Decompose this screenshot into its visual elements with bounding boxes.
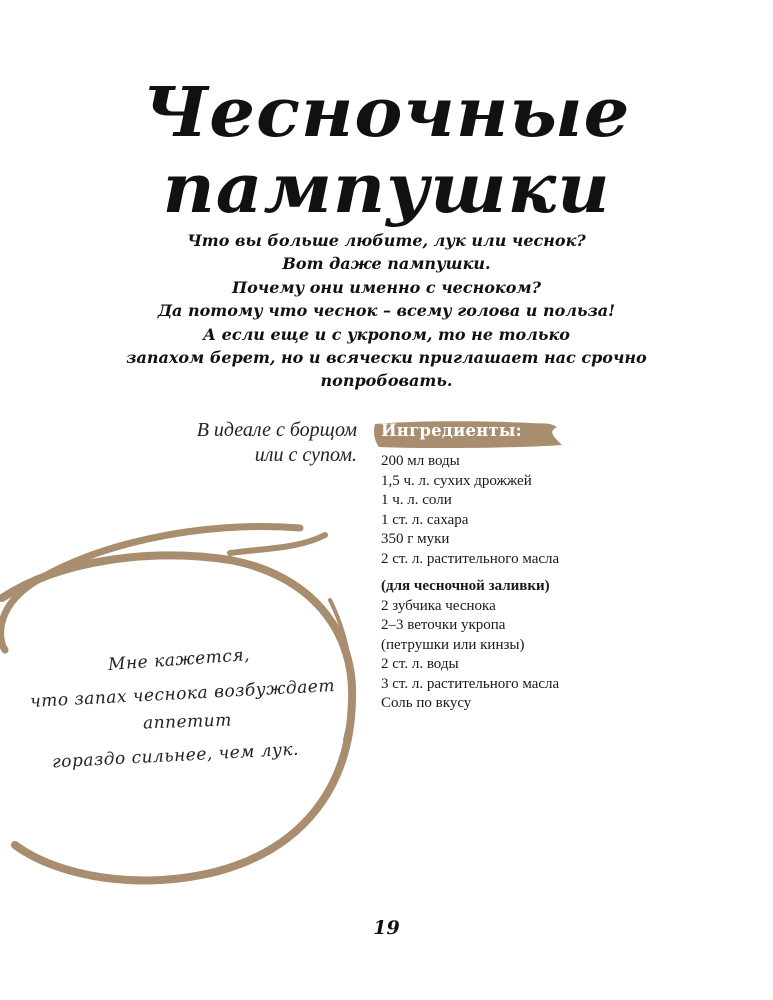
- intro-line: Почему они именно с чесноком?: [232, 277, 541, 297]
- intro-line: Да потому что чеснок – всему голова и польза!: [157, 301, 616, 321]
- ingredient-item: 2–3 веточки укропа: [381, 617, 506, 633]
- ingredient-item: 2 ст. л. растительного масла: [381, 550, 560, 567]
- page-number: 19: [373, 917, 400, 939]
- ingredient-item: 3 ст. л. растительного масла: [381, 675, 560, 692]
- recipe-title-line-2: пампушки: [162, 147, 611, 228]
- handwritten-note-line: что запах чеснока возбуждает: [29, 676, 336, 712]
- serving-suggestion-line: В идеале с борщом: [196, 419, 357, 441]
- ingredient-item: 2 ст. л. воды: [381, 656, 459, 672]
- handwritten-note-line: аппетит: [142, 710, 233, 734]
- handwritten-note-line: Мне кажется,: [107, 645, 251, 675]
- recipe-title-line-1: Чесночные: [142, 71, 631, 152]
- ingredient-item: Соль по вкусу: [381, 695, 472, 711]
- intro-line: Что вы больше любите, лук или чеснок?: [187, 231, 586, 250]
- ingredient-item: 1 ст. л. сахара: [381, 511, 469, 528]
- intro-line: Вот даже пампушки.: [282, 254, 491, 274]
- intro-line: А если еще и с укропом, то не только: [203, 324, 570, 344]
- ingredient-item: 350 г муки: [381, 531, 450, 547]
- serving-suggestion-line: или с супом.: [254, 444, 357, 466]
- handwritten-note-line: гораздо сильнее, чем лук.: [51, 739, 300, 773]
- ingredient-item: (петрушки или кинзы): [381, 636, 525, 653]
- ingredient-item: 200 мл воды: [381, 453, 460, 469]
- ingredients-header-label: Ингредиенты:: [381, 421, 522, 440]
- intro-line: попробовать.: [320, 371, 453, 391]
- intro-line: запахом берет, но и всячески приглашает нас срочно: [126, 348, 647, 368]
- ingredient-item: 1 ч. л. соли: [381, 492, 452, 508]
- ingredient-item: 2 зубчика чеснока: [381, 597, 496, 614]
- garlic-dressing-subtitle: (для чесночной заливки): [381, 578, 550, 594]
- ingredient-item: 1,5 ч. л. сухих дрожжей: [381, 472, 532, 489]
